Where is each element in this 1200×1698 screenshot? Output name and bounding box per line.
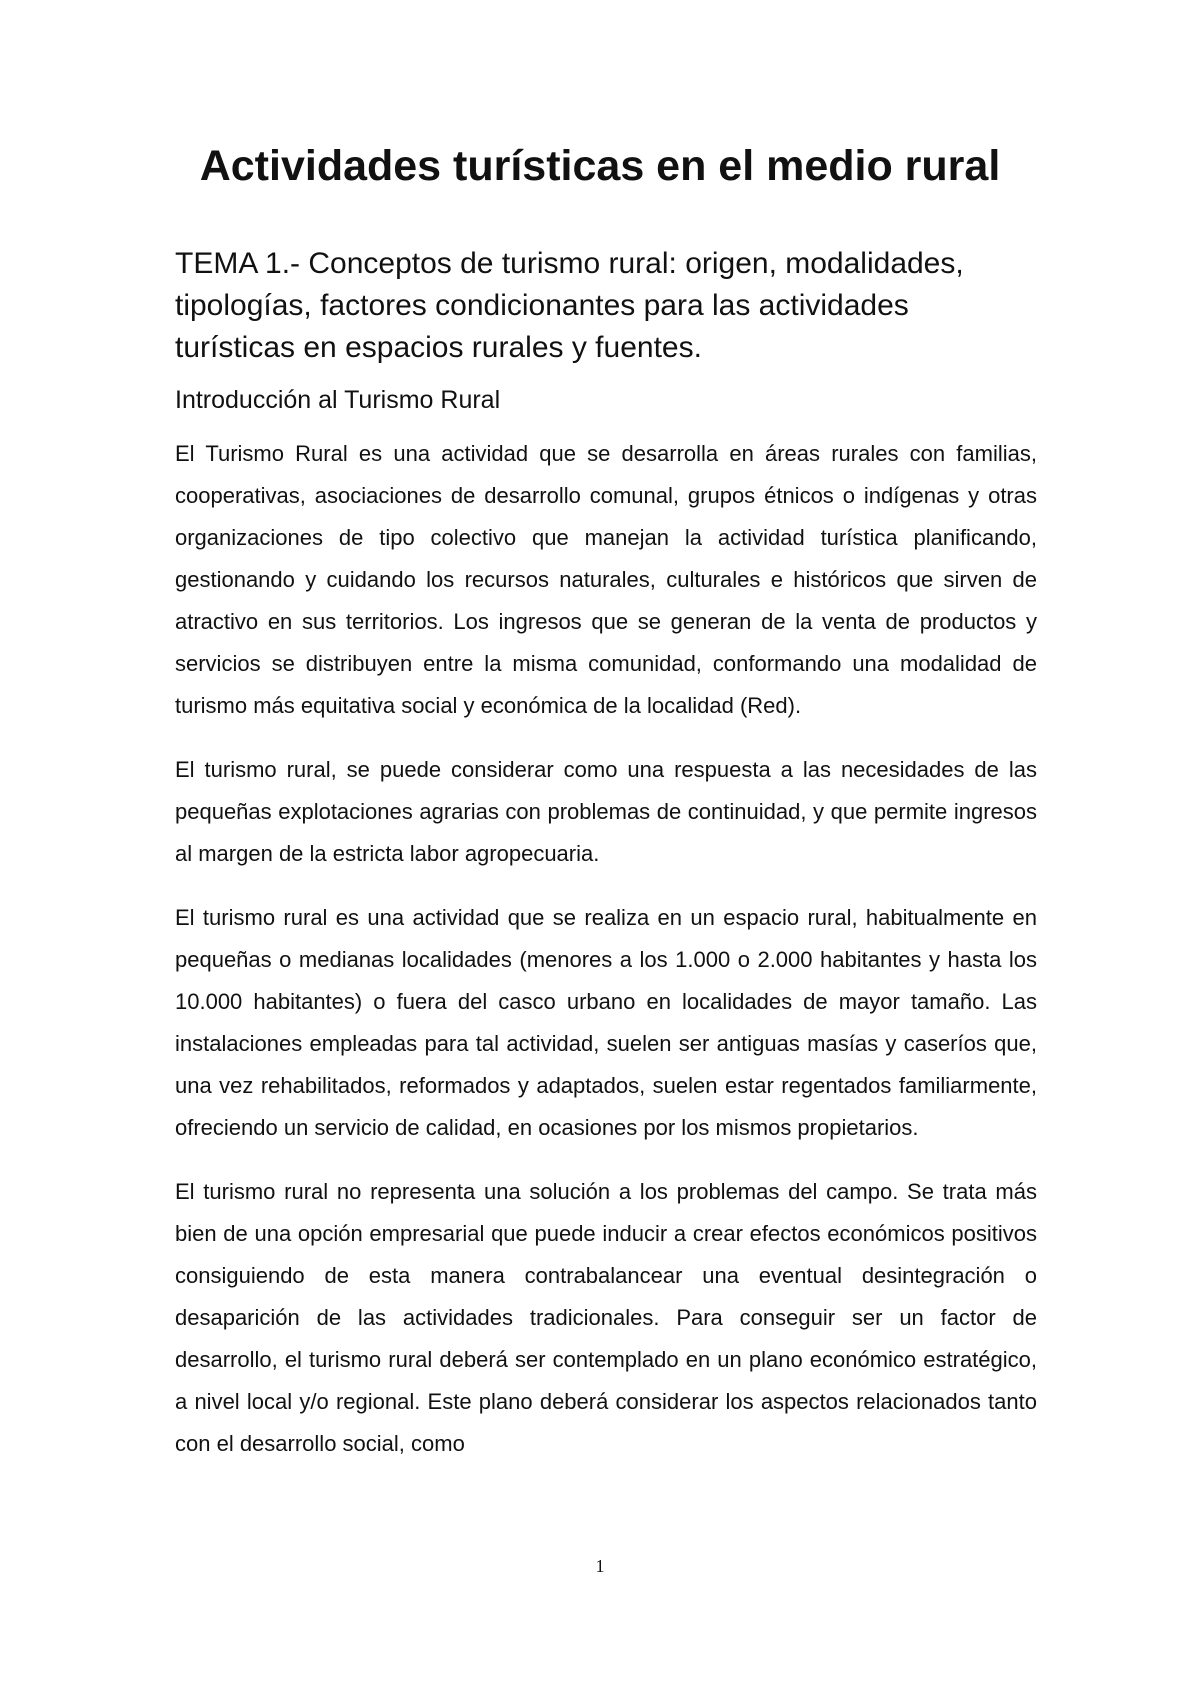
- section-heading: Introducción al Turismo Rural: [175, 386, 501, 414]
- paragraph: El turismo rural es una actividad que se realiza en un espacio rural, habitualmente en pequeñas o medianas localidades (menores a los 1.000 o 2.000 habitantes y hasta los 10.000 habitantes) o fuera del casco urbano en localidades de mayor tamaño. Las instalaciones empleadas para tal actividad, suelen ser antiguas masías y caseríos que, una vez rehabilitados, reformados y adaptados, suelen estar regentados familiarmente, ofreciendo un servicio de calidad, en ocasiones por los mismos propietarios.: [175, 905, 1037, 1140]
- topic-heading: TEMA 1.- Conceptos de turismo rural: origen, modalidades, tipologías, factores condicionantes para las actividades turísticas en espacios rurales y fuentes.: [175, 247, 964, 364]
- paragraph: El turismo rural, se puede considerar como una respuesta a las necesidades de las pequeñas explotaciones agrarias con problemas de continuidad, y que permite ingresos al margen de la estricta labor agropecuaria.: [175, 757, 1037, 866]
- document-title: Actividades turísticas en el medio rural: [199, 142, 1001, 190]
- paragraph: El turismo rural no representa una solución a los problemas del campo. Se trata más bien de una opción empresarial que puede inducir a crear efectos económicos positivos consiguiendo de esta manera contrabalancear una eventual desintegración o desaparición de las actividades tradicionales. Para conseguir ser un factor de desarrollo, el turismo rural deberá ser contemplado en un plano económico estratégico, a nivel local y/o regional. Este plano deberá considerar los aspectos relacionados tanto con el desarrollo social, como: [175, 1179, 1037, 1456]
- paragraph: El Turismo Rural es una actividad que se desarrolla en áreas rurales con familias, cooperativas, asociaciones de desarrollo comunal, grupos étnicos o indígenas y otras organizaciones de tipo colectivo que manejan la actividad turística planificando, gestionando y cuidando los recursos naturales, culturales e históricos que sirven de atractivo en sus territorios. Los ingresos que se generan de la venta de productos y servicios se distribuyen entre la misma comunidad, conformando una modalidad de turismo más equitativa social y económica de la localidad (Red).: [175, 441, 1037, 718]
- document-body: [175, 243, 1037, 1487]
- page-number: 1: [595, 1556, 605, 1576]
